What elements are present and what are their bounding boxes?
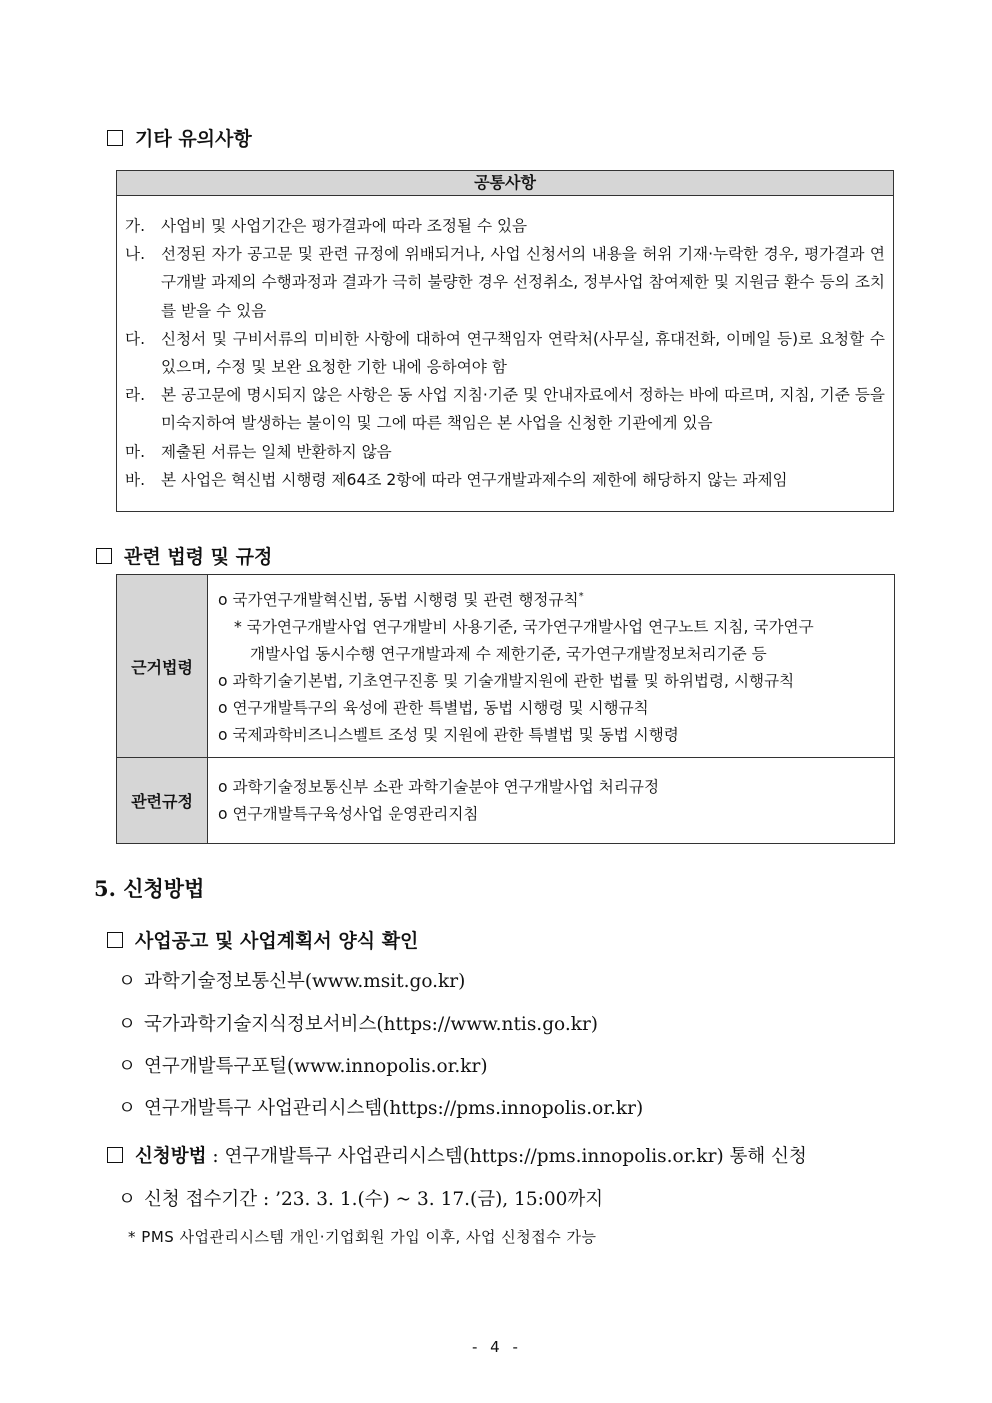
common-notes-body <box>117 196 893 494</box>
link-item: ㅇ 과학기술정보통신부(www.msit.go.kr) <box>118 971 466 992</box>
section-5-title: 5. 신청방법 <box>94 876 205 901</box>
note-item: 가. 사업비 및 사업기간은 평가결과에 따라 조정될 수 있음 <box>125 217 528 235</box>
checkbox-square-icon <box>107 932 123 948</box>
basis-law-content: o 국가연구개발혁신법, 동법 시행령 및 관련 행정규칙* * 국가연구개발사업 연구개발비 사용기준, 국가연구개발사업 연구노트 지침, 국가연구 개발사업 동시수행 연구개발과제 수 제한기준, 국가연구개발정보처리기준 등 o 과학기술기본법, 기초연구진흥 및 기술개발지원에 관한 법률 및 하위법령, 시행규칙 o 연구개발특구의 육성에 관한 특별법, 동법 시행령 및 시행규칙 o 국제과학비즈니스벨트 조성 및 지원에 관한 특별법 및 동법 시행령 <box>208 575 895 758</box>
note-item: 바. 본 사업은 혁신법 시행령 제64조 2항에 따라 연구개발과제수의 제한에 해당하지 않는 과제임 <box>125 470 788 489</box>
section-title-laws: 관련 법령 및 규정 <box>96 542 272 569</box>
laws-table <box>116 574 895 844</box>
common-notes-header: 공통사항 <box>117 171 893 196</box>
section-title-notes: 기타 유의사항 <box>107 124 252 151</box>
checkbox-square-icon <box>107 130 123 146</box>
page-number: - 4 - <box>472 1338 522 1356</box>
link-item: ㅇ 연구개발특구 사업관리시스템(https://pms.innopolis.or.kr) <box>118 1098 644 1119</box>
basis-law-label: 근거법령 <box>117 575 208 758</box>
note-item: 마. 제출된 서류는 일체 반환하지 않음 <box>125 442 392 461</box>
sub-title-announcement: 사업공고 및 사업계획서 양식 확인 <box>107 926 418 953</box>
note-item: 라. 본 공고문에 명시되지 않은 사항은 동 사업 지침·기준 및 안내자료에서 정하는 바에 따르며, 지침, 기준 등을 미숙지하여 발생하는 불이익 및 그에 따른 책임은 본 사업을 신청한 기관에게 있음 <box>125 386 885 433</box>
pms-signup-note: * PMS 사업관리시스템 개인·기업회원 가입 이후, 사업 신청접수 가능 <box>128 1228 597 1246</box>
application-period: ㅇ 신청 접수기간 : ’23. 3. 1.(수) ~ 3. 17.(금), 15:00까지 <box>118 1189 604 1210</box>
link-item: ㅇ 국가과학기술지식정보서비스(https://www.ntis.go.kr) <box>118 1014 598 1035</box>
common-notes-table <box>116 170 894 512</box>
related-regulation-content: o 과학기술정보통신부 소관 과학기술분야 연구개발사업 처리규정 o 연구개발특구육성사업 운영관리지침 <box>208 758 895 844</box>
checkbox-square-icon <box>107 1147 123 1163</box>
link-item: ㅇ 연구개발특구포털(www.innopolis.or.kr) <box>118 1056 488 1077</box>
related-regulation-label: 관련규정 <box>117 758 208 844</box>
note-item: 나. 선정된 자가 공고문 및 관련 규정에 위배되거나, 사업 신청서의 내용을 허위 기재·누락한 경우, 평가결과 연구개발 과제의 수행과정과 결과가 극히 불량한 경우 선정취소, 정부사업 참여제한 및 지원금 환수 등의 조치를 받을 수 있음 <box>125 245 885 320</box>
checkbox-square-icon <box>96 548 112 564</box>
note-item: 다. 신청서 및 구비서류의 미비한 사항에 대하여 연구책임자 연락처(사무실, 휴대전화, 이메일 등)로 요청할 수 있으며, 수정 및 보완 요청한 기한 내에 응하여야 함 <box>125 329 885 377</box>
sub-title-apply-method: 신청방법 : 연구개발특구 사업관리시스템(https://pms.innopolis.or.kr) 통해 신청 <box>107 1142 807 1168</box>
